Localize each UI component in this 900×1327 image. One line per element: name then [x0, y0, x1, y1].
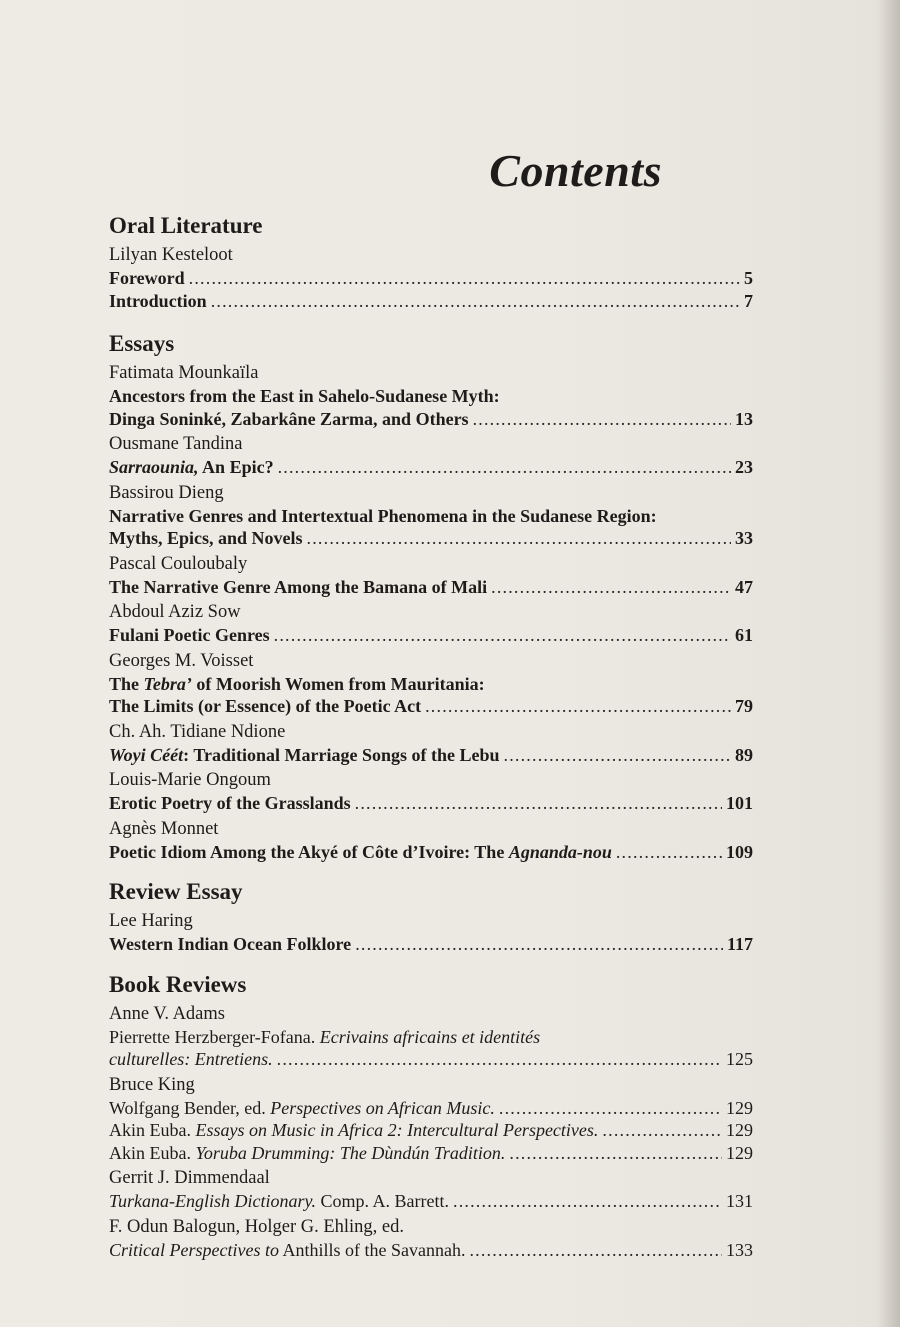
- title-rest: Anthills of the Savannah.: [278, 1239, 466, 1260]
- italic-title: Ecrivains africains et identités: [319, 1026, 541, 1047]
- author: Gerrit J. Dimmendaal: [109, 1168, 270, 1188]
- author: Fatimata Mounkaïla: [109, 363, 259, 383]
- leader-dots: [211, 290, 740, 313]
- italic-title: culturelles: Entretiens.: [109, 1049, 273, 1069]
- page-number: 89: [735, 744, 753, 765]
- title-pre: Wolfgang Bender, ed.: [109, 1097, 271, 1118]
- entry-title: [109, 744, 500, 767]
- title-pre: The: [109, 673, 144, 694]
- page-number: 133: [726, 1239, 753, 1260]
- leader-dots: [355, 792, 722, 815]
- toc-entry[interactable]: [109, 1097, 753, 1120]
- entry-title-line: Narrative Genres and Intertextual Phenomena in the Sudanese Region:: [109, 505, 657, 526]
- entry-title: [109, 1142, 505, 1165]
- author: Bassirou Dieng: [109, 482, 224, 503]
- leader-dots: [274, 624, 731, 647]
- toc-entry[interactable]: [109, 933, 753, 956]
- entry-title: [109, 1190, 449, 1213]
- toc-entry[interactable]: [109, 1142, 753, 1165]
- author: Ousmane Tandina: [109, 434, 243, 454]
- italic-title: Critical Perspectives to: [109, 1239, 279, 1260]
- author: Lee Haring: [109, 911, 193, 931]
- title-rest: Comp. A. Barrett.: [316, 1191, 449, 1211]
- page-title: Contents: [489, 145, 662, 196]
- page-number: 129: [726, 1097, 753, 1118]
- author: Anne V. Adams: [109, 1003, 225, 1024]
- page-number: 47: [735, 576, 753, 597]
- author: Pascal Couloubaly: [109, 553, 248, 574]
- toc-entry[interactable]: [109, 576, 753, 599]
- leader-dots: [504, 744, 732, 767]
- entry-title: [109, 1097, 495, 1120]
- toc-entry-introduction[interactable]: [109, 290, 753, 313]
- toc-entry[interactable]: [109, 408, 753, 431]
- italic-title: Essays on Music in Africa 2: Intercultural Perspectives.: [195, 1120, 599, 1140]
- entry-title: The Limits (or Essence) of the Poetic Act: [109, 696, 422, 716]
- leader-dots: [307, 527, 731, 550]
- page-number: 129: [726, 1120, 753, 1140]
- toc-entry[interactable]: [109, 1048, 753, 1071]
- entry-title: [109, 456, 274, 479]
- entry-title: Myths, Epics, and Novels: [109, 528, 303, 548]
- entry-title: Erotic Poetry of the Grasslands: [109, 793, 351, 813]
- title-pre: Pierrette Herzberger-Fofana.: [109, 1026, 320, 1047]
- page-number: 131: [726, 1191, 753, 1211]
- toc-entry[interactable]: [109, 841, 753, 864]
- entry-title: [109, 841, 612, 864]
- title-rest: : Traditional Marriage Songs of the Lebu: [183, 744, 500, 765]
- author: Agnès Monnet: [109, 818, 219, 839]
- italic-title: Turkana-English Dictionary.: [109, 1191, 316, 1211]
- author: F. Odun Balogun, Holger G. Ehling, ed.: [109, 1216, 405, 1237]
- italic-title: Sarraounia,: [109, 457, 199, 477]
- page-edge-shadow: [878, 0, 900, 1327]
- toc-entry[interactable]: [109, 695, 753, 718]
- entry-title-line: [109, 673, 753, 696]
- toc-entry[interactable]: [109, 456, 753, 479]
- section-heading-review-essay: Review Essay: [109, 879, 243, 904]
- author: Louis-Marie Ongoum: [109, 770, 271, 790]
- page-number: 101: [726, 793, 753, 813]
- title-pre: Akin Euba.: [109, 1120, 196, 1140]
- entry-title: [109, 1239, 465, 1262]
- author: Ch. Ah. Tidiane Ndione: [109, 721, 286, 742]
- italic-title: Yoruba Drumming: The Dùndún Tradition.: [195, 1142, 506, 1163]
- section-heading-oral-literature: Oral Literature: [109, 213, 263, 238]
- page-number: 33: [735, 528, 753, 548]
- leader-dots: [278, 456, 731, 479]
- leader-dots: [469, 1239, 722, 1262]
- leader-dots: [499, 1097, 722, 1120]
- leader-dots: [277, 1048, 722, 1071]
- entry-title: Introduction: [109, 290, 207, 311]
- page-number: 5: [744, 268, 753, 288]
- leader-dots: [491, 576, 731, 599]
- leader-dots: [602, 1119, 722, 1142]
- leader-dots: [509, 1142, 722, 1165]
- author: Abdoul Aziz Sow: [109, 602, 241, 622]
- page-number: 7: [744, 290, 753, 311]
- toc-entry[interactable]: [109, 744, 753, 767]
- leader-dots: [453, 1190, 722, 1213]
- entry-title: [109, 1048, 273, 1071]
- toc-entry-foreword[interactable]: [109, 267, 753, 290]
- leader-dots: [473, 408, 731, 431]
- toc-entry[interactable]: [109, 624, 753, 647]
- entry-title-line: [109, 1026, 753, 1049]
- entry-title: Dinga Soninké, Zabarkâne Zarma, and Others: [109, 408, 469, 429]
- title-pre: Akin Euba.: [109, 1142, 196, 1163]
- toc-entry[interactable]: [109, 792, 753, 815]
- leader-dots: [425, 695, 731, 718]
- title-rest: An Epic?: [198, 457, 274, 477]
- author: Bruce King: [109, 1074, 195, 1095]
- leader-dots: [189, 267, 740, 290]
- entry-title: Foreword: [109, 268, 185, 288]
- entry-title-line: Ancestors from the East in Sahelo-Sudanese Myth:: [109, 386, 500, 406]
- page-number: 13: [735, 408, 753, 429]
- entry-title: Western Indian Ocean Folklore: [109, 934, 352, 954]
- toc-entry[interactable]: [109, 1190, 753, 1213]
- page-number: 125: [726, 1049, 753, 1069]
- title-post: of Moorish Women from Mauritania:: [191, 673, 485, 694]
- title-pre: Poetic Idiom Among the Akyé of Côte d’Ivoire: The: [109, 841, 509, 862]
- entry-title: The Narrative Genre Among the Bamana of Mali: [109, 576, 488, 597]
- italic-title: Tebra’: [143, 673, 192, 694]
- section-heading-essays: Essays: [109, 331, 175, 356]
- author: Georges M. Voisset: [109, 650, 254, 671]
- toc-entry[interactable]: [109, 1119, 753, 1142]
- page-number: 129: [726, 1142, 753, 1163]
- page-number: 109: [726, 841, 753, 862]
- entry-title: [109, 1119, 598, 1142]
- table-of-contents: [109, 211, 753, 1261]
- italic-title: Agnanda-nou: [508, 841, 612, 862]
- author: Lilyan Kesteloot: [109, 245, 233, 265]
- page-number: 79: [735, 696, 753, 716]
- toc-entry[interactable]: [109, 1239, 753, 1262]
- italic-title: Perspectives on African Music.: [270, 1097, 495, 1118]
- entry-title: Fulani Poetic Genres: [109, 625, 270, 645]
- page-number: 23: [735, 457, 753, 477]
- toc-entry[interactable]: [109, 527, 753, 550]
- page-number: 61: [735, 625, 753, 645]
- section-heading-book-reviews: Book Reviews: [109, 971, 247, 997]
- leader-dots: [355, 933, 723, 956]
- italic-title: Woyi Céét: [109, 744, 184, 765]
- leader-dots: [616, 841, 722, 864]
- page-number: 117: [726, 934, 753, 954]
